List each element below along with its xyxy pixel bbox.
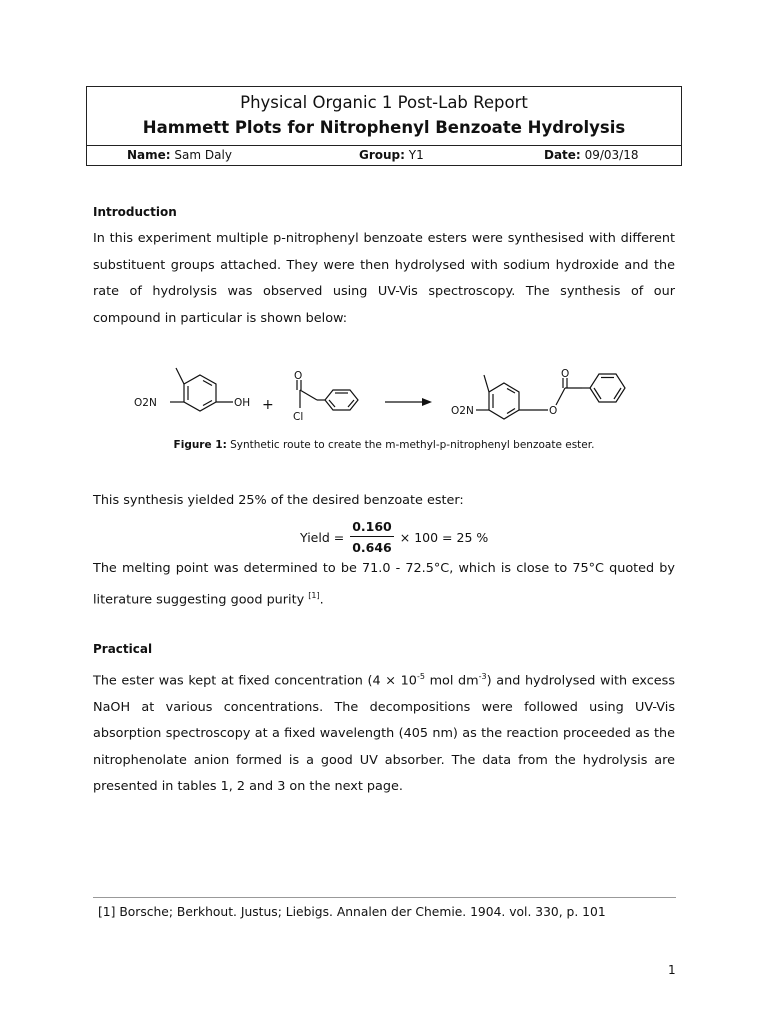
report-header-box [86,86,682,166]
carbonyl-oxygen-product: O [561,368,570,380]
group-label: Group: [359,148,405,162]
date-field [544,148,638,162]
reference-marker: [1] [308,590,320,600]
melting-point-period: . [319,591,324,607]
hydroxyl-label: OH [234,397,251,409]
product-benzoyl-ring [590,374,625,402]
yield-eq-label: Yield = [300,529,345,545]
figure-caption [0,439,768,451]
introduction-paragraph [93,226,675,332]
course-title: Physical Organic 1 Post-Lab Report [240,93,528,112]
melting-point-text: The melting point was determined to be 71.0 - 72.5°C, which is close to 75°C quoted by literature suggesting good purity [93,561,675,607]
date-label: Date: [544,148,581,162]
nitro-label-reactant: O2N [134,397,157,409]
practical-text-b: mol dm [424,673,479,689]
plus-sign: + [262,397,274,413]
yield-denominator: 0.646 [352,540,392,555]
date-value: 09/03/18 [584,148,639,162]
footnote: [1] Borsche; Berkhout. Justus; Liebigs. Annalen der Chemie. 1904. vol. 330, p. 101 [98,905,606,919]
practical-text-a: The ester was kept at fixed concentration (4 × 10 [93,673,417,689]
header-divider [87,145,681,146]
carbonyl-oxygen-reactant: O [294,370,303,382]
yield-fraction [350,519,394,555]
practical-paragraph [93,664,675,801]
yield-equation [300,519,488,555]
name-label: Name: [127,148,171,162]
figure-label: Figure 1: [173,439,227,451]
yield-intro: This synthesis yielded 25% of the desired benzoate ester: [93,493,464,508]
practical-sup-b: -3 [478,672,487,681]
melting-point-paragraph [93,556,675,613]
introduction-heading: Introduction [93,205,177,219]
footnote-divider [93,897,676,898]
phenol-ring [184,375,216,411]
name-value: Sam Daly [174,148,232,162]
practical-heading: Practical [93,642,153,656]
ester-oxygen-label: O [549,405,558,417]
page-number: 1 [668,963,676,977]
yield-numerator: 0.160 [350,519,394,537]
chloride-label: Cl [293,411,304,423]
figure-caption-text: Synthetic route to create the m-methyl-p-nitrophenyl benzoate ester. [226,439,595,451]
practical-sup-a: -5 [416,672,425,681]
group-value: Y1 [408,148,424,162]
yield-eq-result: × 100 = 25 % [399,529,489,545]
report-title: Hammett Plots for Nitrophenyl Benzoate Hydrolysis [142,118,626,137]
reaction-arrowhead [422,398,432,406]
nitro-label-product: O2N [451,405,474,417]
group-field [359,148,424,162]
introduction-text: In this experiment multiple p-nitrophenyl benzoate esters were synthesised with different substituent groups attached. They were then hydrolysed with sodium hydroxide and the rate of hydrolysis was observed using UV-Vis spectroscopy. The synthesis of our compound in particular is shown below: [93,231,675,326]
name-field [127,148,232,162]
synthesis-scheme [0,355,768,435]
practical-text-c: ) and hydrolysed with excess NaOH at various concentrations. The decompositions were followed using UV-Vis absorption spectroscopy at a fixed wavelength (405 nm) as the reaction proceeded as the nitrophenolate anion formed is a good UV absorber. The data from the hydrolysis are presented in tables 1, 2 and 3 on the next page. [93,673,675,795]
